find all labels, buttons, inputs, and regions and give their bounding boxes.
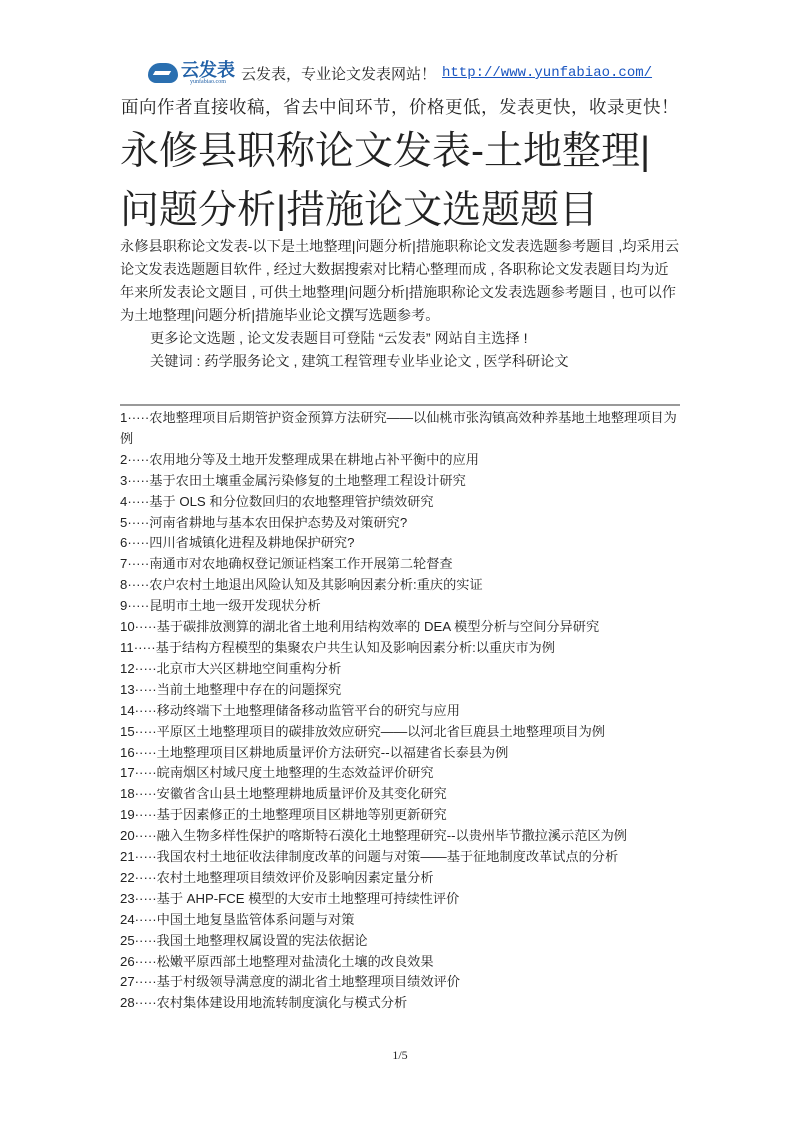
cloud-icon bbox=[148, 63, 178, 83]
topic-item: 1·····农地整理项目后期管护资金预算方法研究——以仙桃市张沟镇高效种养基地土地整理项目为例 bbox=[120, 410, 677, 446]
more-topics-note: 更多论文选题 , 论文发表题目可登陆 “云发表” 网站自主选择 ! bbox=[150, 331, 528, 347]
topic-item: 11·····基于结构方程模型的集聚农户共生认知及影响因素分析:以重庆市为例 bbox=[120, 639, 555, 655]
topic-item: 12·····北京市大兴区耕地空间重构分析 bbox=[120, 660, 342, 676]
topic-item: 21·····我国农村土地征收法律制度改革的问题与对策——基于征地制度改革试点的分析 bbox=[120, 849, 619, 865]
topic-item: 9·····昆明市土地一级开发现状分析 bbox=[120, 598, 321, 614]
header-tagline: 云发表，专业论文发表网站！ bbox=[240, 66, 436, 83]
topic-item: 4·····基于 OLS 和分位数回归的农地整理管护绩效研究 bbox=[120, 493, 434, 509]
header-banner bbox=[0, 58, 800, 88]
topic-item: 5·····河南省耕地与基本农田保护态势及对策研究? bbox=[120, 514, 408, 530]
keywords: 关键词 : 药学服务论文 , 建筑工程管理专业毕业论文 , 医学科研论文 bbox=[150, 354, 569, 370]
topic-item: 27·····基于村级领导满意度的湖北省土地整理项目绩效评价 bbox=[120, 974, 460, 990]
topic-item: 16·····土地整理项目区耕地质量评价方法研究--以福建省长泰县为例 bbox=[120, 744, 509, 760]
topic-item: 17·····皖南烟区村域尺度土地整理的生态效益评价研究 bbox=[120, 765, 434, 781]
logo-sub: yunfabiao.com bbox=[190, 79, 226, 85]
topic-item: 24·····中国土地复垦监管体系问题与对策 bbox=[120, 911, 355, 927]
topic-item: 18·····安徽省含山县土地整理耕地质量评价及其变化研究 bbox=[120, 786, 447, 802]
topic-item: 19·····基于因素修正的土地整理项目区耕地等别更新研究 bbox=[120, 807, 447, 823]
topic-item: 20·····融入生物多样性保护的喀斯特石漠化土地整理研究--以贵州毕节撒拉溪示范区为例 bbox=[120, 828, 627, 844]
topic-item: 10·····基于碳排放测算的湖北省土地利用结构效率的 DEA 模型分析与空间分异研究 bbox=[120, 619, 600, 635]
topic-item: 8·····农户农村土地退出风险认知及其影响因素分析:重庆的实证 bbox=[120, 577, 483, 593]
topic-item: 25·····我国土地整理权属设置的宪法依据论 bbox=[120, 932, 368, 948]
topic-item: 3·····基于农田土壤重金属污染修复的土地整理工程设计研究 bbox=[120, 472, 466, 488]
topic-item: 22·····农村土地整理项目绩效评价及影响因素定量分析 bbox=[120, 869, 434, 885]
topic-item: 28·····农村集体建设用地流转制度演化与模式分析 bbox=[120, 995, 408, 1011]
header-slogan: 面向作者直接收稿，省去中间环节，价格更低，发表更快，收录更快！ bbox=[121, 97, 679, 117]
topic-item: 26·····松嫩平原西部土地整理对盐渍化土壤的改良效果 bbox=[120, 953, 434, 969]
topic-item: 13·····当前土地整理中存在的问题探究 bbox=[120, 681, 342, 697]
topic-item: 23·····基于 AHP-FCE 模型的大安市土地整理可持续性评价 bbox=[120, 890, 460, 906]
yunfabiao-logo bbox=[148, 61, 235, 85]
topic-list bbox=[120, 408, 682, 1014]
intro-paragraph: 永修县职称论文发表-以下是土地整理|问题分析|措施职称论文发表选题参考题目 ,均采用云论文发表选题题目软件 , 经过大数据搜索对比精心整理而成 , 各职称论文发表题目均为近年来所发表论文题目 , 可供土地整理|问题分析|措施职称论文发表选题参考题目 , 也可以作为土地整理|问题分析|措施毕业论文撰写选题参考。 bbox=[120, 239, 680, 324]
page-header bbox=[0, 58, 800, 119]
topic-item: 2·····农用地分等及土地开发整理成果在耕地占补平衡中的应用 bbox=[120, 451, 479, 467]
divider bbox=[120, 404, 680, 406]
topic-item: 7·····南通市对农地确权登记颁证档案工作开展第二轮督查 bbox=[120, 556, 453, 572]
logo-name: 云发表 bbox=[180, 60, 235, 80]
topic-item: 6·····四川省城镇化进程及耕地保护研究? bbox=[120, 535, 355, 551]
intro-section bbox=[120, 236, 682, 374]
website-link[interactable]: http://www.yunfabiao.com/ bbox=[441, 65, 653, 81]
document-title: 永修县职称论文发表-土地整理|问题分析|措施论文选题题目 bbox=[120, 130, 651, 232]
topic-item: 15·····平原区土地整理项目的碳排放效应研究——以河北省巨鹿县土地整理项目为例 bbox=[120, 723, 605, 739]
page-number: 1/5 bbox=[392, 1048, 408, 1062]
topic-item: 14·····移动终端下土地整理储备移动监管平台的研究与应用 bbox=[120, 702, 460, 718]
